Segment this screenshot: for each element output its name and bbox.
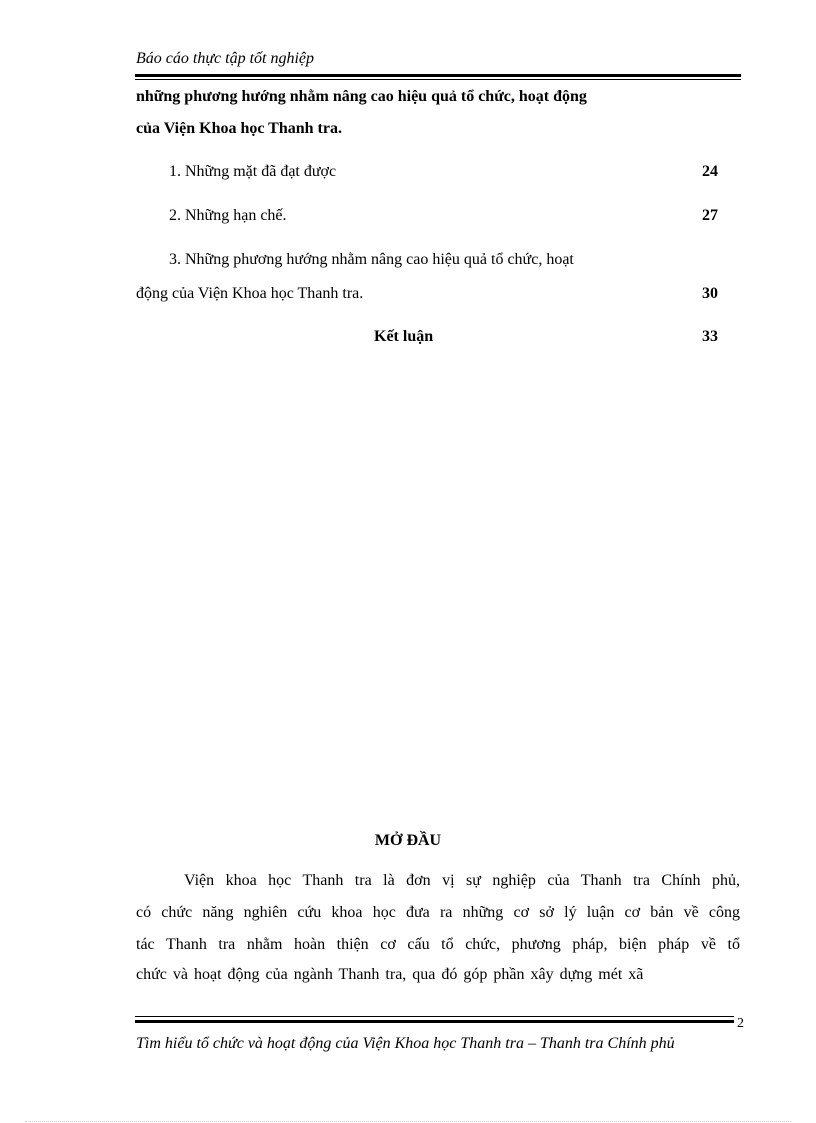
header-rule-thick — [135, 74, 741, 77]
toc-item-page: 30 — [702, 285, 718, 302]
toc-item-label-line1: 3. Những phương hướng nhằm nâng cao hiệu quả tổ chức, hoạt — [169, 251, 574, 268]
page-number: 2 — [737, 1016, 744, 1031]
document-footer: Tìm hiểu tổ chức và hoạt động của Viện Khoa học Thanh tra – Thanh tra Chính phủ — [136, 1035, 675, 1052]
footer-rule-thick — [135, 1020, 734, 1023]
intro-line: chức và hoạt động của ngành Thanh tra, qua đó góp phần xây dựng mét xã — [136, 966, 644, 983]
toc-conclusion-page: 33 — [702, 328, 718, 345]
page-bottom-border — [25, 1121, 791, 1122]
intro-title: MỞ ĐẦU — [374, 832, 442, 849]
toc-item-label: 2. Những hạn chế. — [169, 207, 287, 224]
footer-rule-thin — [135, 1016, 734, 1017]
toc-item-page: 24 — [702, 163, 718, 180]
toc-item-label: 1. Những mặt đã đạt được — [169, 163, 337, 180]
intro-line: Viện khoa học Thanh tra là đơn vị sự nghiệp của Thanh tra Chính phủ, — [184, 872, 740, 889]
document-header: Báo cáo thực tập tốt nghiệp — [136, 50, 315, 67]
intro-line: có chức năng nghiên cứu khoa học đưa ra những cơ sở lý luận cơ bản về công — [136, 904, 740, 921]
toc-section-heading-line2: của Viện Khoa học Thanh tra. — [136, 120, 342, 137]
toc-item-page: 27 — [702, 207, 718, 224]
header-rule-thin — [135, 79, 741, 80]
toc-section-heading-line1: những phương hướng nhằm nâng cao hiệu quả tổ chức, hoạt động — [136, 88, 587, 105]
toc-conclusion-label: Kết luận — [374, 328, 434, 345]
intro-line: tác Thanh tra nhằm hoàn thiện cơ cấu tổ chức, phương pháp, biện pháp về tổ — [136, 936, 740, 953]
toc-item-label-line2: động của Viện Khoa học Thanh tra. — [136, 285, 364, 302]
